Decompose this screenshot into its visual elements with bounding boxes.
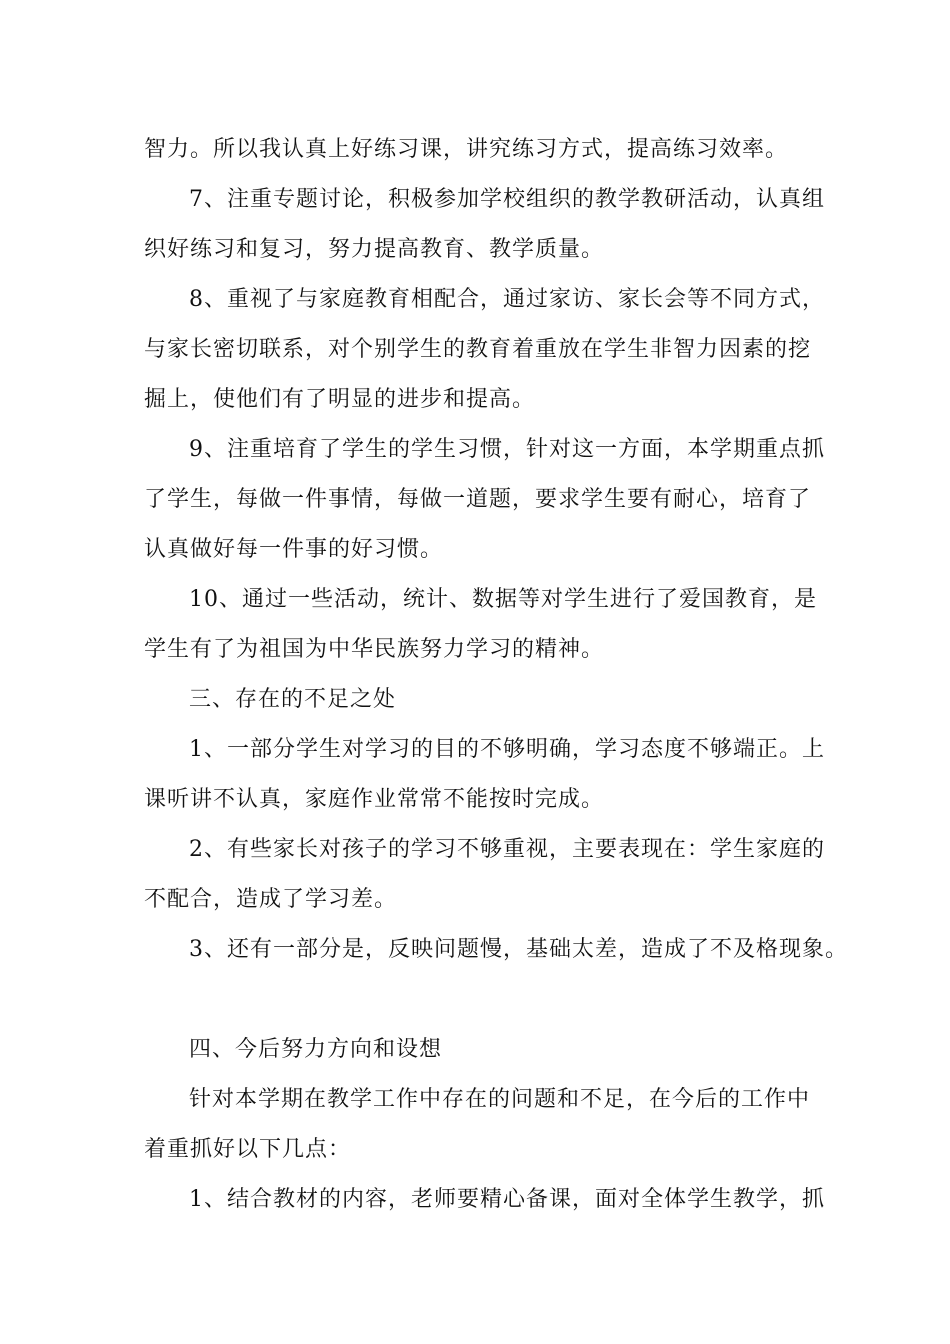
section-heading: 三、存在的不足之处 [189, 687, 397, 712]
paragraph-line: 7、注重专题讨论，积极参加学校组织的教学教研活动，认真组 [189, 187, 825, 212]
paragraph-line: 1、一部分学生对学习的目的不够明确，学习态度不够端正。上 [189, 737, 825, 762]
paragraph-line: 3、还有一部分是，反映问题慢，基础太差，造成了不及格现象。 [189, 937, 848, 962]
paragraph-line: 学生有了为祖国为中华民族努力学习的精神。 [144, 637, 605, 662]
paragraph-line: 织好练习和复习，努力提高教育、教学质量。 [144, 237, 605, 262]
paragraph-line: 课听讲不认真，家庭作业常常不能按时完成。 [144, 787, 605, 812]
paragraph-line: 10、通过一些活动，统计、数据等对学生进行了爱国教育，是 [189, 587, 817, 612]
paragraph-line: 着重抓好以下几点： [144, 1137, 352, 1162]
paragraph-line: 针对本学期在教学工作中存在的问题和不足，在今后的工作中 [189, 1087, 811, 1112]
paragraph-line: 9、注重培育了学生的学生习惯，针对这一方面，本学期重点抓 [189, 437, 825, 462]
paragraph-line: 智力。所以我认真上好练习课，讲究练习方式，提高练习效率。 [144, 137, 789, 162]
paragraph-line: 掘上，使他们有了明显的进步和提高。 [144, 387, 536, 412]
paragraph-line: 2、有些家长对孩子的学习不够重视，主要表现在：学生家庭的 [189, 837, 825, 862]
paragraph-line: 1、结合教材的内容，老师要精心备课，面对全体学生教学，抓 [189, 1187, 825, 1212]
section-heading: 四、今后努力方向和设想 [189, 1037, 443, 1062]
paragraph-line: 不配合，造成了学习差。 [144, 887, 398, 912]
paragraph-line: 了学生，每做一件事情，每做一道题，要求学生要有耐心，培育了 [144, 487, 812, 512]
paragraph-line: 8、重视了与家庭教育相配合，通过家访、家长会等不同方式， [189, 287, 825, 312]
paragraph-line: 认真做好每一件事的好习惯。 [144, 537, 444, 562]
paragraph-line: 与家长密切联系，对个别学生的教育着重放在学生非智力因素的挖 [144, 337, 812, 362]
